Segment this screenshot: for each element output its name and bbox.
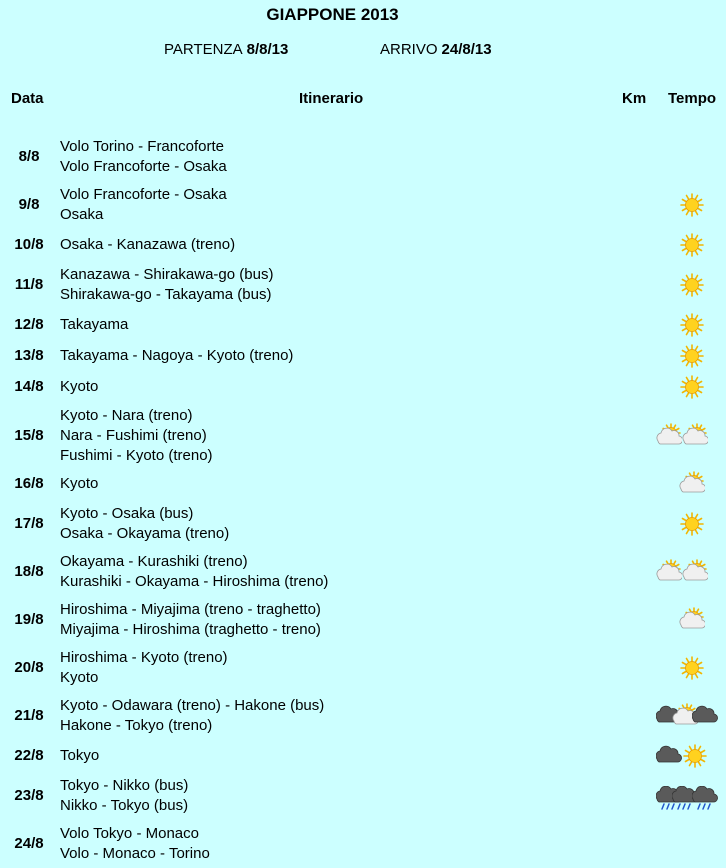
weather-cell (656, 504, 726, 544)
row-date: 14/8 (14, 378, 44, 395)
sun-icon (679, 192, 705, 218)
row-itinerary (60, 696, 324, 736)
weather-cell (656, 265, 726, 305)
row-date: 23/8 (14, 787, 44, 804)
sun-cloud-icon (656, 423, 682, 449)
row-date: 11/8 (14, 276, 44, 293)
itinerary-line: Kyoto - Osaka (bus) (60, 505, 194, 522)
row-itinerary (60, 346, 293, 366)
header-weather: Tempo (668, 90, 717, 107)
row-date: 19/8 (14, 611, 44, 628)
table-row (0, 474, 726, 494)
row-date: 20/8 (14, 659, 44, 676)
weather-cell (656, 185, 726, 225)
row-date: 22/8 (14, 747, 44, 764)
header-km: Km (622, 90, 647, 107)
table-row (0, 552, 726, 592)
row-date: 9/8 (18, 196, 40, 213)
table-row (0, 265, 726, 305)
table-row (0, 406, 726, 466)
table-row (0, 696, 726, 736)
weather-cell (656, 474, 726, 494)
itinerary-line: Kyoto (60, 475, 99, 492)
table-row (0, 137, 726, 177)
table-row (0, 648, 726, 688)
itinerary-line: Osaka - Kanazawa (treno) (60, 236, 236, 253)
row-date: 10/8 (14, 236, 44, 253)
header-itinerary: Itinerario (299, 90, 364, 107)
table-row (0, 824, 726, 864)
row-itinerary (60, 552, 328, 592)
row-itinerary (60, 824, 210, 864)
sun-icon (679, 511, 705, 537)
weather-cell (656, 406, 726, 466)
table-row (0, 346, 726, 366)
sun-cloud-icon (682, 423, 708, 449)
departure-info (164, 41, 288, 58)
itinerary-line: Kanazawa - Shirakawa-go (bus) (60, 266, 274, 283)
arrival-label: ARRIVO (380, 41, 438, 58)
arrival-info (380, 41, 492, 58)
itinerary-line: Takayama - Nagoya - Kyoto (treno) (60, 347, 294, 364)
itinerary-line: Kyoto (60, 378, 99, 395)
row-date: 12/8 (14, 316, 44, 333)
row-itinerary (60, 377, 98, 397)
itinerary-line: Volo Tokyo - Monaco (60, 825, 199, 842)
page-title: GIAPPONE 2013 (266, 5, 399, 24)
weather-cell (656, 696, 726, 736)
itinerary-line: Volo - Monaco - Torino (60, 845, 210, 862)
itinerary-line: Hakone - Tokyo (treno) (60, 717, 213, 734)
row-date: 13/8 (14, 347, 44, 364)
row-itinerary (60, 600, 321, 640)
weather-cell (656, 648, 726, 688)
row-itinerary (60, 648, 228, 688)
table-row (0, 315, 726, 335)
row-itinerary (60, 137, 227, 177)
itinerary-line: Shirakawa-go - Takayama (bus) (60, 286, 272, 303)
sun-icon (679, 374, 705, 400)
sun-cloud-icon (679, 471, 705, 497)
row-itinerary (60, 746, 99, 766)
row-itinerary (60, 474, 98, 494)
dark-cloud-icon (656, 743, 682, 769)
table-row (0, 600, 726, 640)
table-row (0, 235, 726, 255)
table-row (0, 776, 726, 816)
row-date: 16/8 (14, 475, 44, 492)
row-date: 8/8 (18, 148, 40, 165)
sun-icon (679, 232, 705, 258)
row-date: 21/8 (14, 707, 44, 724)
weather-cell (656, 235, 726, 255)
weather-cell (656, 346, 726, 366)
sun-cloud-icon (679, 607, 705, 633)
itinerary-line: Okayama - Kurashiki (treno) (60, 553, 248, 570)
itinerary-line: Volo Francoforte - Osaka (60, 186, 227, 203)
itinerary-line: Osaka (60, 206, 104, 223)
row-date: 18/8 (14, 563, 44, 580)
row-itinerary (60, 776, 188, 816)
row-date: 15/8 (14, 427, 44, 444)
weather-cell (656, 377, 726, 397)
itinerary-line: Volo Torino - Francoforte (60, 138, 224, 155)
itinerary-line: Tokyo - Nikko (bus) (60, 777, 189, 794)
row-itinerary (60, 315, 128, 335)
itinerary-line: Fushimi - Kyoto (treno) (60, 447, 213, 464)
row-itinerary (60, 504, 229, 544)
sun-icon (679, 312, 705, 338)
departure-label: PARTENZA (164, 41, 243, 58)
weather-cell (656, 552, 726, 592)
itinerary-line: Hiroshima - Kyoto (treno) (60, 649, 228, 666)
itinerary-line: Nara - Fushimi (treno) (60, 427, 207, 444)
weather-cell (656, 600, 726, 640)
itinerary-line: Hiroshima - Miyajima (treno - traghetto) (60, 601, 321, 618)
weather-cell (656, 315, 726, 335)
row-date: 24/8 (14, 835, 44, 852)
weather-cell (656, 137, 726, 177)
sun-cloud-icon (682, 559, 708, 585)
sun-icon (682, 743, 708, 769)
row-date: 17/8 (14, 515, 44, 532)
sun-icon (679, 655, 705, 681)
sun-icon (679, 343, 705, 369)
weather-cell (656, 824, 726, 864)
rain-cloud-icon (692, 786, 718, 812)
itinerary-line: Miyajima - Hiroshima (traghetto - treno) (60, 621, 321, 638)
departure-value: 8/8/13 (246, 41, 289, 58)
itinerary-line: Nikko - Tokyo (bus) (60, 797, 189, 814)
arrival-value: 24/8/13 (441, 41, 492, 58)
itinerary-line: Kyoto - Nara (treno) (60, 407, 193, 424)
table-row (0, 377, 726, 397)
itinerary-line: Volo Francoforte - Osaka (60, 158, 227, 175)
row-itinerary (60, 406, 213, 466)
table-row (0, 185, 726, 225)
table-row (0, 504, 726, 544)
itinerary-line: Kyoto (60, 669, 99, 686)
weather-cell (656, 776, 726, 816)
itinerary-line: Osaka - Okayama (treno) (60, 525, 230, 542)
row-itinerary (60, 265, 273, 305)
itinerary-line: Kyoto - Odawara (treno) - Hakone (bus) (60, 697, 325, 714)
itinerary-line: Kurashiki - Okayama - Hiroshima (treno) (60, 573, 329, 590)
row-itinerary (60, 185, 227, 225)
sun-icon (679, 272, 705, 298)
header-date: Data (11, 90, 44, 107)
weather-cell (656, 746, 726, 766)
row-itinerary (60, 235, 235, 255)
dark-cloud-icon (692, 703, 718, 729)
itinerary-line: Takayama (60, 316, 129, 333)
itinerary-line: Tokyo (60, 747, 100, 764)
sun-cloud-icon (656, 559, 682, 585)
table-row (0, 746, 726, 766)
